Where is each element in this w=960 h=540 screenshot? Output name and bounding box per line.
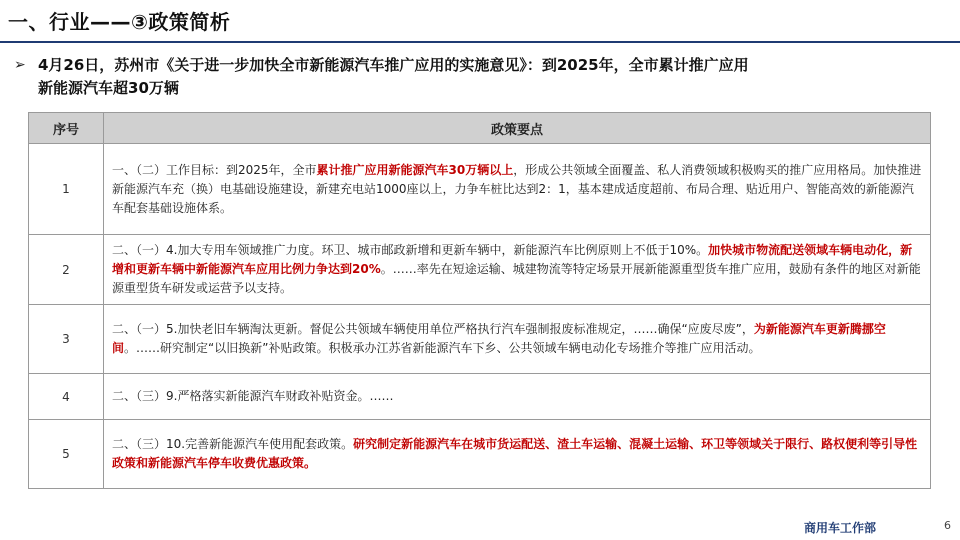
highlight-text: 为新能源汽车更新腾挪空间 [112, 322, 886, 355]
row-content [104, 235, 931, 305]
table-row [29, 235, 931, 305]
row-content [104, 305, 931, 374]
header-serial-number: 序号 [29, 113, 104, 144]
header-policy-points: 政策要点 [104, 113, 931, 144]
content-text: 二、（一）5.加快老旧车辆淘汰更新。督促公共领域车辆使用单位严格执行汽车强制报废标准规定，……确保“应废尽废”， [112, 322, 754, 336]
subtitle [14, 54, 928, 100]
footer-brand: 商用车工作部 [804, 521, 877, 535]
table-row [29, 305, 931, 374]
row-content [104, 420, 931, 489]
table-header-row [29, 113, 931, 144]
content-text: 二、（三）10.完善新能源汽车使用配套政策。 [112, 437, 354, 451]
content-text: 一、（二）工作目标：到2025年，全市 [112, 162, 317, 177]
highlight-text: 加快城市物流配送领域车辆电动化，新增和更新车辆中新能源汽车应用比例力争达到20% [112, 243, 913, 276]
highlight-text: 累计推广应用新能源汽车30万辆以上 [316, 162, 514, 177]
row-content [104, 144, 931, 235]
row-content [104, 374, 931, 420]
row-number: 2 [29, 235, 104, 305]
page-title: 一、行业——③政策简析 [8, 10, 231, 34]
page-number: 6 [944, 519, 951, 532]
bullet-arrow-icon: ➢ [14, 57, 26, 73]
row-number: 5 [29, 420, 104, 489]
highlight-text: 研究制定新能源汽车在城市货运配送、渣土车运输、混凝土运输、环卫等领域关于限行、路权便利等引导性政策和新能源汽车停车收费优惠政策。 [112, 437, 918, 470]
table-row [29, 144, 931, 235]
subtitle-line-2: 新能源汽车超30万辆 [38, 79, 179, 97]
content-text: 二、（三）9.严格落实新能源汽车财政补贴资金。…… [112, 389, 394, 403]
row-number: 3 [29, 305, 104, 374]
row-number: 4 [29, 374, 104, 420]
content-text: 。……率先在短途运输、城建物流等特定场景开展新能源重型货车推广应用，鼓励有条件的地区对新能源重型货车研发或运营予以支持。 [112, 262, 921, 295]
content-text: 二、（一）4.加大专用车领域推广力度。环卫、城市邮政新增和更新车辆中，新能源汽车比例原则上不低于10%。 [112, 243, 709, 257]
title-divider [0, 41, 960, 43]
content-text: 。……研究制定“以旧换新”补贴政策。积极承办江苏省新能源汽车下乡、公共领域车辆电动化专场推介等推广应用活动。 [124, 341, 761, 355]
content-text: ，形成公共领域全面覆盖、私人消费领域积极购买的推广应用格局。加快推进新能源汽车充（换）电基础设施建设，新建充电站1000座以上，力争车桩比达到2：1，基本建成适度超前、布局合理、贴近用户、智能高效的新能源汽车配套基础设施体系。 [112, 162, 922, 215]
policy-table [28, 112, 931, 489]
table-row [29, 420, 931, 489]
subtitle-line-1: 4月26日，苏州市《关于进一步加快全市新能源汽车推广应用的实施意见》：到2025年，全市累计推广应用 [38, 56, 749, 74]
row-number: 1 [29, 144, 104, 235]
table-row [29, 374, 931, 420]
